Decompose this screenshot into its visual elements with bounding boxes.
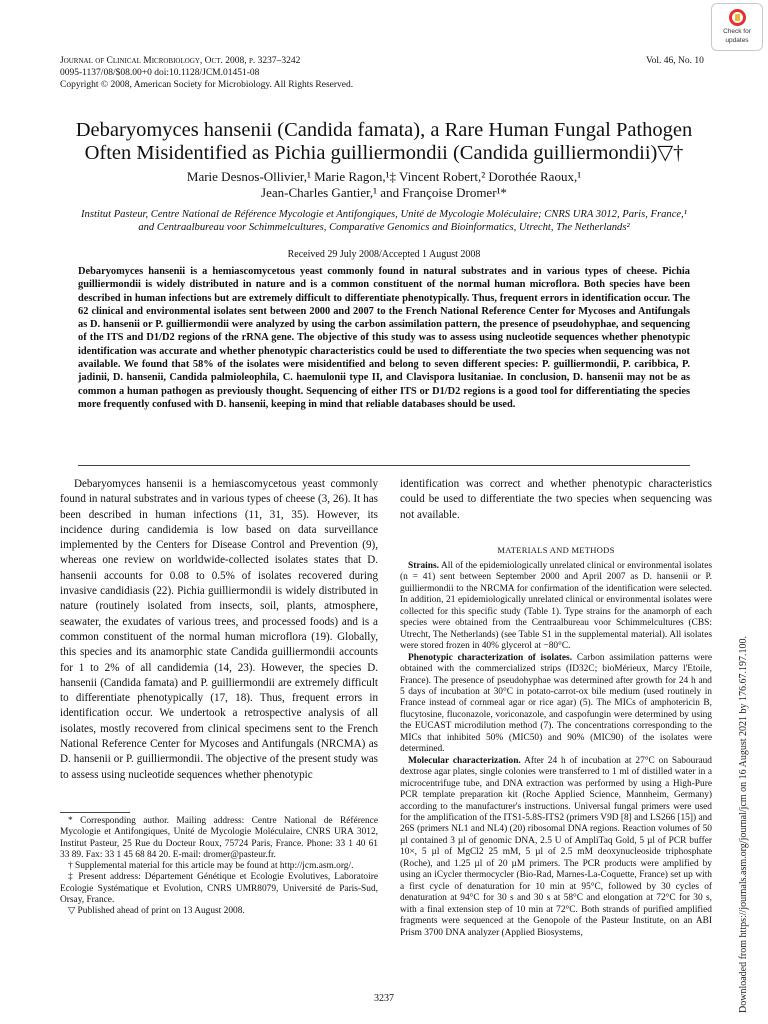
footnotes xyxy=(60,816,378,918)
check-for-updates-badge[interactable] xyxy=(711,3,763,51)
authors-line-1: Marie Desnos-Ollivier,¹ Marie Ragon,¹‡ Vincent Robert,² Dorothée Raoux,¹ xyxy=(186,169,582,184)
phenotypic-subheading: Phenotypic characterization of isolates. xyxy=(408,652,573,663)
affiliations xyxy=(40,208,728,234)
molecular-text: After 24 h of incubation at 27°C on Sabouraud dextrose agar plates, single colonies were transferred to 1 ml of distilled water in a microcentrifuge tube, and DNA extraction was performed by using a High-Pure PCR template preparation kit (Roche Applied Science, Mannheim, Germany) according to the manufacturer's instructions. Universal fungal primers were used for the amplification of the ITS1-5.8S-ITS2 (primers V9D [8] and LS266 [15]) and 26S (primers NL1 and NL4) (20) ribosomal DNA regions. Reaction volumes of 50 µl contained 3 µl of genomic DNA, 2.5 U of AmpliTaq Gold, 5 µl of PCR buffer 10×, 5 µl of MgCl2 25 mM, 5 µl of 2.5 mM deoxynucleoside triphosphate (Roche), and 1.25 µl of 20 µM primers. The PCR products were amplified by using an iCycler thermocycler (Bio-Rad, Marnes-La-Coquette, France) set up with a first cycle of denaturation for 10 min at 95°C, followed by 30 cycles of denaturation at 94°C for 30 s and 30 s at 58°C and elongation at 72°C for 30 s, with a final extension step of 10 min at 72°C. Both strands of purified amplified fragments were sequenced at the Genopole of the Pasteur Institute, on an ABI Prism 3700 DNA analyzer (Applied Biosystems, xyxy=(400,755,712,938)
molecular-subheading: Molecular characterization. xyxy=(408,755,521,766)
introduction-continued xyxy=(400,477,712,523)
strains-text: All of the epidemiologically unrelated clinical or environmental isolates (n = 41) sent between September 2000 and April 2007 as D. hansenii or P. guilliermondii to the NRCMA for confirmation of the identification were selected. In addition, 21 epidemiologically unrelated clinical or environmental isolates were collected for this specific study (Table 1). Type strains for the anamorph of each species were obtained from the Centraalbureau voor Schimmelcultures (CBS: Utrecht, The Netherlands) (see Table S1 in the supplemental material). All isolates were stored frozen in 40% glycerol at −80°C. xyxy=(400,561,712,652)
introduction-paragraph: Debaryomyces hansenii is a hemiascomycetous yeast commonly found in natural substrates and in various types of cheese (3, 26). It has been described in human infections (11, 31, 35). However, its incidence during candidemia is low based on data surveillance implemented by the Centers for Disease Control and Prevention (9), whereas one review on worldwide-collected isolates states that D. hansenii accounts for 0.08 to 0.5% of isolates recovered during invasive candidiasis (22). Pichia guilliermondii is widely distributed in nature (routinely isolated from insects, soil, plants, atmosphere, seawater, the exudates of various trees, and processed foods) and is a common constituent of the normal human microflora (19). Globally, this species and its anamorphic state Candida guilliermondii accounts for 1 to 2% of all candidemia (14, 23). However, the species D. hansenii (Candida famata) and P. guilliermondii are extremely difficult to differentiate phenotypically (17, 18). Thus, frequent errors in identification occur. We undertook a retrospective analysis of all isolates, mostly recovered from clinical specimens sent to the French National Reference Center for Mycoses and Antifungals (NRCMA) as D. hansenii or P. guilliermondii. The objective of the present study was to assess using nucleotide sequences whether phenotypic xyxy=(60,478,378,781)
download-watermark: Downloaded from https://journals.asm.org/journal/jcm on 16 August 2021 by 176.67.197.100. xyxy=(738,635,749,1013)
introduction-paragraph-continued: identification was correct and whether phenotypic characteristics could be used to differentiate the two species when sequencing was not available. xyxy=(400,478,712,521)
footnote-published-ahead: ▽ Published ahead of print on 13 August 2008. xyxy=(68,906,245,917)
introduction-column xyxy=(60,477,378,783)
badge-line-2: updates xyxy=(725,37,749,44)
crossmark-icon xyxy=(729,9,746,26)
section-heading-materials-methods: MATERIALS AND METHODS xyxy=(497,545,615,555)
badge-line-1: Check for xyxy=(723,28,751,35)
title-line-2: Often Misidentified as Pichia guilliermondii (Candida guilliermondii)▽† xyxy=(84,142,684,164)
article-title xyxy=(40,119,728,165)
footnote-present-address: ‡ Present address: Département Génétique et Ecologie Evolutives, Laboratoire Ecologie Systématique et Evolution, CNRS UMR8079, Université de Paris-Sud, Orsay, France. xyxy=(60,872,378,906)
phenotypic-text: Carbon assimilation patterns were obtained with the commercialized strips (ID32C; bioMérieux, Marcy l'Etoile, France). The presence of pseudohyphae was determined after growth for 24 h and 5 days of incubation at 30°C in potato-carrot-ox bile medium (used routinely in France instead of cornmeal agar or rice agar) (5). The MICs of amphotericin B, flucytosine, fluconazole, voriconazole, and caspofungin were determined by using the EUCAST microdilution method (7). The concentrations corresponding to the MICs that inhibited 50% (MIC50) and 90% (MIC90) of the isolates were determined. xyxy=(400,652,712,755)
footnote-supplemental: † Supplemental material for this article may be found at http://jcm.asm.org/. xyxy=(68,861,354,872)
affiliation-line-1: Institut Pasteur, Centre National de Référence Mycologie et Antifongiques, Unité de Mycologie Moléculaire; CNRS URA 3012, Paris, France,¹ xyxy=(81,209,687,220)
abstract: Debaryomyces hansenii is a hemiascomycetous yeast commonly found in natural substrates and in various types of cheese. Pichia guilliermondii is widely distributed in nature and is a common constituent of the normal human microflora. Both species have been described in human infections but are extremely difficult to differentiate phenotypically. Thus, frequent errors in identification occur. The 62 clinical and environmental isolates sent between 2000 and 2007 to the French National Reference Center for Mycoses and Antifungals as D. hansenii or P. guilliermondii were analyzed by using the carbon assimilation pattern, the presence of pseudohyphae, and sequencing of the ITS and D1/D2 regions of the rRNA gene. The objective of this study was to assess using nucleotide sequences whether phenotypic identification was accurate and whether phenotypic characteristics could be used to differentiate the two species when sequencing was not available. We found that 58% of the isolates were misidentified and belong to seven different species: P. guilliermondii, P. caribbica, P. jadinii, D. hansenii, Candida palmioleophila, C. haemulonii type II, and Clavispora lusitaniae. In conclusion, D. hansenii may not be as common a human pathogen as previously thought. Sequencing of either ITS or D1/D2 regions is a good tool for differentiating the species more frequently confused with D. hansenii, keeping in mind that reliable databases should be used. xyxy=(78,266,690,410)
footnote-corresponding-author: * Corresponding author. Mailing address: Centre National de Référence Mycologie et Antifongiques, Unité de Mycologie Moléculaire, CNRS URA 3012, Institut Pasteur, 25 Rue du Docteur Roux, 75724 Paris, France. Phone: 33 1 40 61 33 89. Fax: 33 1 45 68 84 20. E-mail: dromer@pasteur.fr. xyxy=(60,816,378,860)
title-line-1: Debaryomyces hansenii (Candida famata), a Rare Human Fungal Pathogen xyxy=(75,119,693,141)
issn-doi-line: 0095-1137/08/$08.00+0 doi:10.1128/JCM.01451-08 xyxy=(60,68,260,78)
affiliation-line-2: and Centraalbureau voor Schimmelcultures, Comparative Genomics and Bioinformatics, Utrecht, The Netherlands² xyxy=(138,222,630,233)
journal-line: Journal of Clinical Microbiology, Oct. 2008, p. 3237–3242 xyxy=(60,56,301,66)
author-list xyxy=(40,169,728,201)
methods-phenotypic-paragraph xyxy=(400,653,712,756)
methods-strains-paragraph xyxy=(400,561,712,653)
page-number: 3237 xyxy=(374,993,394,1004)
copyright-line: Copyright © 2008, American Society for Microbiology. All Rights Reserved. xyxy=(60,80,354,90)
methods-text xyxy=(400,561,712,939)
journal-citation xyxy=(60,56,300,68)
authors-line-2: Jean-Charles Gantier,¹ and Françoise Dromer¹* xyxy=(261,185,507,200)
footnote-divider xyxy=(60,812,130,813)
strains-subheading: Strains. xyxy=(408,561,439,571)
volume-issue: Vol. 46, No. 10 xyxy=(646,56,704,66)
abstract-divider xyxy=(78,465,690,466)
received-dates: Received 29 July 2008/Accepted 1 August 2008 xyxy=(287,249,481,260)
methods-molecular-paragraph xyxy=(400,756,712,939)
